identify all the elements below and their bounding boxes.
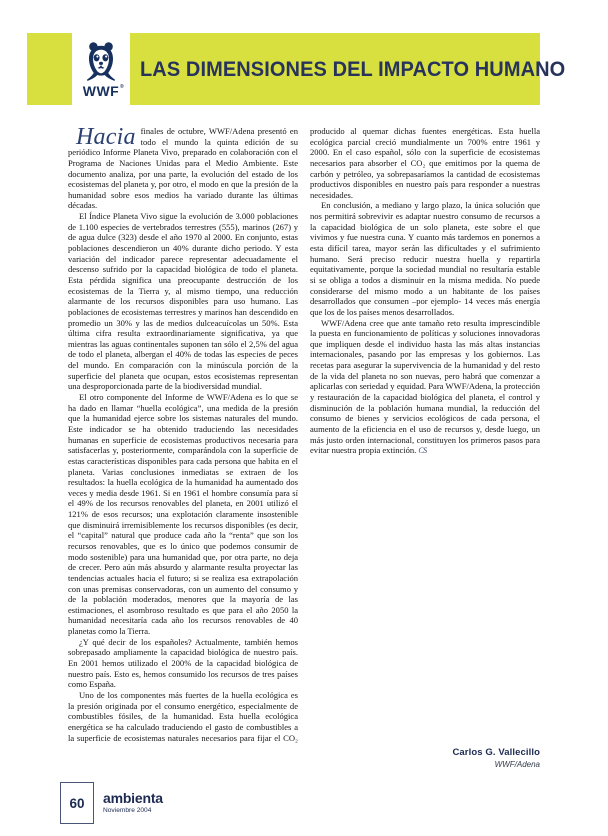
issue-date: Noviembre 2004	[103, 807, 152, 815]
wwf-logo	[72, 33, 130, 105]
drop-cap: Hacia	[76, 124, 136, 150]
article-body	[68, 126, 540, 746]
header-band-left-segment	[27, 33, 72, 105]
page-title: LAS DIMENSIONES DEL IMPACTO HUMANO	[140, 56, 566, 81]
article-byline	[320, 748, 540, 769]
article-paragraph-7	[310, 318, 540, 457]
paragraph-text: El Índice Planeta Vivo sigue la evolución de 3.000 poblaciones de 1.100 especies de vertebrados terrestres (555), marinos (267) y de agua dulce (323) desde el año 1970 al 2000. En conjunto, estas poblaciones descendieron un 40% durante dicho periodo. Y esta variación del indicador parece representar adecuadamente el descenso sufrido por la capacidad biológica de todo el planeta. Esta pérdida significa una preocupante destrucción de los ecosistemas de la Tierra y, al mismo tiempo, una reducción alarmante de los recursos disponibles para uso humano. Las poblaciones de ecosistemas terrestres y marinos han descendido en promedio un 30% y las de medios dulceacuícolas un 50%. Esta última cifra resulta extraordinariamente significativa, ya que mientras las aguas continentales suponen tan sólo el 2,5% del agua de todo el planeta, albergan el 40% de todas las especies de peces del mundo. En comparación con la minúscula porción de la superficie del planeta que ocupan, estos ecosistemas representan una desproporcionada parte de la biodiversidad mundial.	[68, 211, 298, 392]
article-paragraph-3	[68, 392, 298, 637]
registered-mark-icon: ®	[120, 83, 125, 90]
paragraph-text: ¿Y qué decir de los españoles? Actualmente, también hemos sobrepasado ampliamente la capacidad biológica de nuestro país. En 2001 hemos utilizado el 200% de la capacidad biológica de nuestro país. Esto es, hemos consumido los recursos de tres países como España.	[68, 636, 298, 690]
paragraph-text: finales de octubre, WWF/Adena presentó en todo el mundo la quinta edición de su periódico Informe Planeta Vivo, preparado en colaboración con el Programa de Naciones Unidas para el Medio Ambiente. Este documento analiza, por una parte, la evolución del estado de los ecosistemas del planeta y, por otro, el modo en que la presión de la humanidad sobre esos medios ha variado durante las últimas décadas.	[68, 126, 298, 211]
paragraph-text: En conclusión, a mediano y largo plazo, la única solución que nos permitirá sobrevivir es adaptar nuestro consumo de recursos a la capacidad biológica de un solo planeta, este sobre el que vivimos y fue nuestra cuna. Y cuanto más tardemos en ponernos a esta difícil tarea, mayor serán las dificultades y el sufrimiento humano. Será preciso reducir nuestra huella y repartirla equitativamente, porque la sociedad mundial no resultaría estable si se obliga a todos a disminuir en la misma medida. No puede considerarse del mismo modo a un habitante de los países desarrollados que consumen –por ejemplo- 14 veces más energía que los de los países menos desarrollados.	[310, 200, 540, 317]
footer-masthead-block	[94, 782, 163, 824]
paragraph-text: Uno de los componentes más fuertes de la huella ecológica es la presión originada por el consumo energético, especialmente de combustibles fósiles, de la humanidad. Esta huella ecológica energética se ha calculado traduciendo el gasto de combustibles a la superficie de ecosistemas naturales necesarios para fijar el CO₂ producido al quemar dichas fuentes energéticas. Esta huella ecológica parcial creció mundialmente un 700% entre 1961 y 2000. En el caso español, sólo con la superficie de ecosistemas necesarios para absorber el CO₂ que emitimos por la quema de carbón y petróleo, ya sobrepasaríamos la cantidad de ecosistemas productivos disponibles en nuestro país para responder a nuestras necesidades.	[68, 126, 540, 743]
article-paragraph-2	[68, 211, 298, 392]
paragraph-text: WWF/Adena cree que ante tamaño reto resulta imprescindible la puesta en funcionamiento de políticas y soluciones innovadoras que impliquen desde el individuo hasta las más altas instancias internacionales, pasando por las empresas y los gobiernos. Las recetas para asegurar la supervivencia de la humanidad y del resto de la vida del planeta no son nuevas, pero habrá que comenzar a aplicarlas con seriedad y equidad. Para WWF/Adena, la protección y restauración de la capacidad biológica del planeta, el control y disminución de la población humana mundial, la reducción del consumo de bienes y servicios ecológicos de cada persona, el aumento de la eficiencia en el uso de recursos y, desde luego, un más justo orden internacional, constituyen los primeros pasos para evitar nuestra propia extinción.	[310, 317, 540, 456]
article-paragraph-4	[68, 637, 298, 690]
author-organization: WWF/Adena	[494, 759, 540, 769]
author-name: Carlos G. Vallecillo	[452, 747, 540, 758]
wwf-logo-wordmark: WWF ®	[82, 82, 125, 99]
panda-icon	[81, 41, 121, 83]
article-paragraph-1	[68, 126, 298, 211]
page-header-band	[27, 33, 566, 105]
publication-masthead: ambienta	[103, 790, 163, 807]
end-of-article-mark: CS	[418, 446, 427, 456]
page-footer	[60, 782, 163, 824]
page-number: 60	[60, 782, 94, 824]
paragraph-text: El otro componente del Informe de WWF/Adena es lo que se ha dado en llamar “huella ecológica”, una medida de la presión que la humanidad ejerce sobre los sistemas naturales del mundo. Este indicador se ha obtenido traduciendo las necesidades humanas en superficie de ecosistemas productivos necesaria para satisfacerlas y, posteriormente, comparándola con la superficie de estas características disponibles para cada persona que habita en el planeta. Varias conclusiones inmediatas se extraen de los resultados: la huella ecológica de la humanidad ha aumentado dos veces y media desde 1961. Si en 1961 el hombre consumía para sí el 49% de los recursos renovables del planeta, en 2001 utilizó el 121% de esos recursos; una explotación claramente insostenible que disminuirá irremisiblemente los recursos disponibles (es decir, el “capital” natural que produce cada año la “renta” que son los recursos renovables, que es lo único que podemos consumir de modo sostenible) para una humanidad que, por otra parte, no deja de crecer. Pero aún más absurdo y alarmante resulta proyectar las tendencias actuales hacia el futuro; si se realiza esa extrapolación con unas premisas conservadoras, con un aumento del consumo y de la población moderados, menores que la mayoría de las estimaciones, el asombroso resultado es que para el año 2050 la humanidad necesitaría cada año los recursos renovables de 40 planetas como la Tierra.	[68, 392, 298, 637]
article-paragraph-6	[310, 200, 540, 317]
